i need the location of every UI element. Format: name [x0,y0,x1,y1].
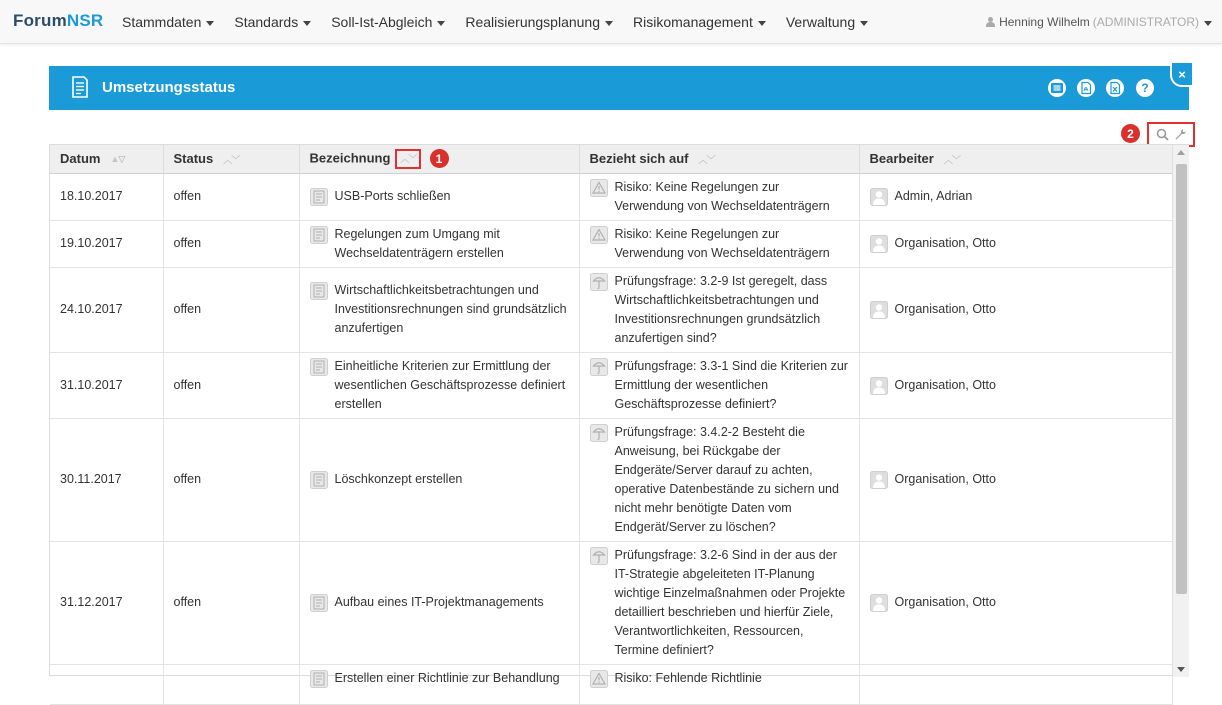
question-icon [590,273,608,291]
cell-text: Risiko: Fehlende Richtlinie [614,670,762,685]
column-label: Bearbeiter [869,151,934,167]
cell-text: offen [173,189,202,203]
menu-label: Stammdaten [122,14,202,30]
cell-bezieht[interactable] [579,418,859,541]
caret-down-icon [303,21,311,26]
table-row[interactable] [50,220,1172,267]
page-title: Umsetzungsstatus [102,79,236,96]
search-icon[interactable] [1156,128,1169,141]
table-row[interactable] [50,664,1172,704]
user-avatar-icon [870,594,888,612]
pdf-file-icon [1081,82,1091,94]
cell-text: Wirtschaftlichkeitsbetrachtungen und Investitionsrechnungen sind grundsätzlich anzufertigen [334,283,567,335]
cell-bezeichnung[interactable] [299,173,579,220]
cell-bezeichnung[interactable] [299,664,579,704]
cell-datum [50,352,163,418]
cell-text: 19.10.2017 [60,236,123,250]
cell-text: Admin, Adrian [894,189,973,203]
sort-icon[interactable]: ▲▽ [110,154,125,165]
brand-part-2: NSR [66,11,104,30]
cell-bearbeiter [859,352,1172,418]
user-menu[interactable] [986,0,1212,44]
menu-label: Risikomanagement [633,14,753,30]
cell-bezieht[interactable] [579,267,859,352]
cell-status [163,173,299,220]
sort-icon[interactable]: ︿﹀ [943,155,960,166]
column-header-status[interactable] [163,145,299,173]
cell-text: Löschkonzept erstellen [334,472,463,486]
scrollbar[interactable] [1172,145,1189,677]
cell-bearbeiter [859,220,1172,267]
user-role: (ADMINISTRATOR) [1092,15,1199,29]
excel-file-icon [1110,82,1120,94]
list-view-button[interactable] [1048,79,1066,97]
sort-icon[interactable]: ︿﹀ [223,155,240,166]
cell-text: Organisation, Otto [894,472,996,486]
user-avatar-icon [870,301,888,319]
cell-text: 31.10.2017 [60,377,123,392]
cell-text: offen [173,302,202,316]
cell-text: Risiko: Keine Regelungen zur Verwendung von Wechseldatenträgern [614,179,830,213]
cell-text: offen [173,595,202,609]
main-menu [112,0,878,44]
task-icon [310,282,328,300]
cell-text: Prüfungsfrage: 3.3-1 Sind die Kriterien zur Ermittlung der wesentlichen Geschäftsprozesse definiert? [614,358,848,411]
column-label: Bezeichnung [309,150,391,166]
cell-datum [50,541,163,664]
user-name: Henning Wilhelm [999,15,1090,29]
column-label: Status [173,151,214,167]
cell-text: Risiko: Keine Regelungen zur Verwendung von Wechseldatenträgern [614,226,830,260]
cell-text: Organisation, Otto [894,236,996,250]
cell-bearbeiter [859,418,1172,541]
caret-down-icon [860,21,868,26]
scroll-thumb[interactable] [1176,164,1187,594]
risk-icon [590,179,608,197]
cell-bezeichnung[interactable] [299,220,579,267]
top-navbar [0,0,1222,44]
cell-text: Aufbau eines IT-Projektmanagements [334,595,544,609]
cell-bezeichnung[interactable] [299,418,579,541]
scroll-down-icon[interactable] [1177,667,1185,672]
question-icon [590,547,608,565]
cell-text: Organisation, Otto [894,302,996,316]
user-avatar-icon [870,235,888,253]
cell-text: Prüfungsfrage: 3.2-9 Ist geregelt, dass Wirtschaftlichkeitsbetrachtungen und Investitionsrechnungen grundsätzlich anzufertigen sind? [614,273,828,345]
table-row[interactable] [50,352,1172,418]
close-panel-button[interactable] [1170,61,1194,87]
user-avatar-icon [870,471,888,489]
caret-down-icon [605,21,613,26]
brand-part-1: Forum [13,11,67,30]
cell-bezeichnung[interactable] [299,352,579,418]
cell-text: USB-Ports schließen [334,189,451,203]
cell-bezieht[interactable] [579,352,859,418]
cell-status [163,664,299,704]
cell-text: offen [173,236,202,250]
cell-text: Prüfungsfrage: 3.4.2-2 Besteht die Anweisung, bei Rückgabe der Endgeräte/Server darauf zu achten, operative Datenbestände zu sichern und nicht mehr benötigte Daten vom Endgerät/Server zu löschen? [614,424,839,534]
column-header-bearbeiter[interactable] [859,145,1172,173]
annotation-badge-2: 2 [1121,124,1140,143]
cell-status [163,352,299,418]
table-row[interactable] [50,541,1172,664]
task-icon [310,226,328,244]
cell-text: 31.12.2017 [60,595,123,609]
cell-datum [50,664,163,704]
help-icon: ? [1141,81,1149,95]
cell-bezieht[interactable] [579,664,859,704]
table-row[interactable] [50,267,1172,352]
cell-datum [50,220,163,267]
cell-text: Organisation, Otto [894,377,996,392]
task-icon [310,358,328,376]
risk-icon [590,670,608,688]
column-header-datum[interactable] [50,145,163,173]
menu-soll-ist-abgleich[interactable] [321,0,455,44]
table-row[interactable] [50,173,1172,220]
column-label: Datum [60,151,101,167]
menu-label: Realisierungsplanung [465,14,601,30]
brand-logo[interactable] [13,11,103,31]
user-avatar-icon [870,188,888,206]
document-list-icon [71,76,89,98]
user-icon [986,17,995,27]
user-avatar-icon [870,377,888,395]
help-button[interactable] [1136,79,1154,97]
cell-datum [50,267,163,352]
cell-text: 18.10.2017 [60,189,123,203]
cell-bezeichnung[interactable] [299,267,579,352]
cell-bearbeiter [859,664,1172,704]
cell-text: Prüfungsfrage: 3.2-6 Sind in der aus der IT-Strategie abgeleiteten IT-Planung wichtige Einzelmaßnahmen oder Projekte detailliert beschrieben und hierfür Ziele, Verantwortlichkeiten, Ressourcen, Termine definiert? [614,547,846,657]
cell-text: Einheitliche Kriterien zur Ermittlung der wesentlichen Geschäftsprozesse definiert erstellen [334,358,566,411]
menu-realisierungsplanung[interactable] [455,0,623,44]
cell-bezieht[interactable] [579,220,859,267]
risk-icon [590,226,608,244]
menu-label: Soll-Ist-Abgleich [331,14,433,30]
cell-status [163,418,299,541]
menu-stammdaten[interactable] [112,0,224,44]
menu-label: Standards [234,14,299,30]
column-header-bezeichnung[interactable] [299,145,579,173]
cell-datum [50,418,163,541]
cell-status [163,267,299,352]
cell-datum [50,173,163,220]
scroll-up-icon[interactable] [1177,150,1185,155]
table-row[interactable] [50,418,1172,541]
caret-down-icon [206,21,214,26]
cell-text: Regelungen zum Umgang mit Wechseldatenträgern erstellen [334,226,504,260]
column-label: Bezieht sich auf [589,151,689,167]
menu-standards[interactable] [224,0,321,44]
task-icon [310,188,328,206]
question-icon [590,424,608,442]
sort-icon[interactable]: ︿﹀ [395,149,421,169]
panel-header [49,66,1189,110]
menu-risikomanagement[interactable] [623,0,776,44]
cell-bearbeiter [859,173,1172,220]
caret-down-icon [758,21,766,26]
list-icon [1051,83,1063,93]
caret-down-icon [1204,21,1212,26]
cell-text: Erstellen einer Richtlinie zur Behandlung [334,670,560,685]
cell-bearbeiter [859,267,1172,352]
task-icon [310,594,328,612]
cell-bezieht[interactable] [579,173,859,220]
status-table [49,144,1189,685]
cell-bezeichnung[interactable] [299,541,579,664]
menu-label: Verwaltung [785,14,856,30]
cell-text: Organisation, Otto [894,595,996,609]
export-pdf-button[interactable] [1077,79,1095,97]
sort-icon[interactable]: ︿﹀ [698,155,715,166]
cell-text: offen [173,377,202,392]
task-icon [310,471,328,489]
cell-text: offen [173,472,202,486]
caret-down-icon [437,21,445,26]
cell-status [163,541,299,664]
menu-verwaltung[interactable] [776,0,878,44]
close-icon: × [1178,66,1186,82]
annotation-badge-1: 1 [430,149,449,168]
export-excel-button[interactable] [1106,79,1124,97]
task-icon [310,670,328,688]
cell-bearbeiter [859,541,1172,664]
wrench-icon[interactable] [1174,128,1187,141]
cell-text: 30.11.2017 [60,472,122,486]
question-icon [590,358,608,376]
cell-status [163,220,299,267]
table-header-row [50,145,1172,173]
column-header-bezieht[interactable] [579,145,859,173]
cell-bezieht[interactable] [579,541,859,664]
cell-text: 24.10.2017 [60,302,123,316]
